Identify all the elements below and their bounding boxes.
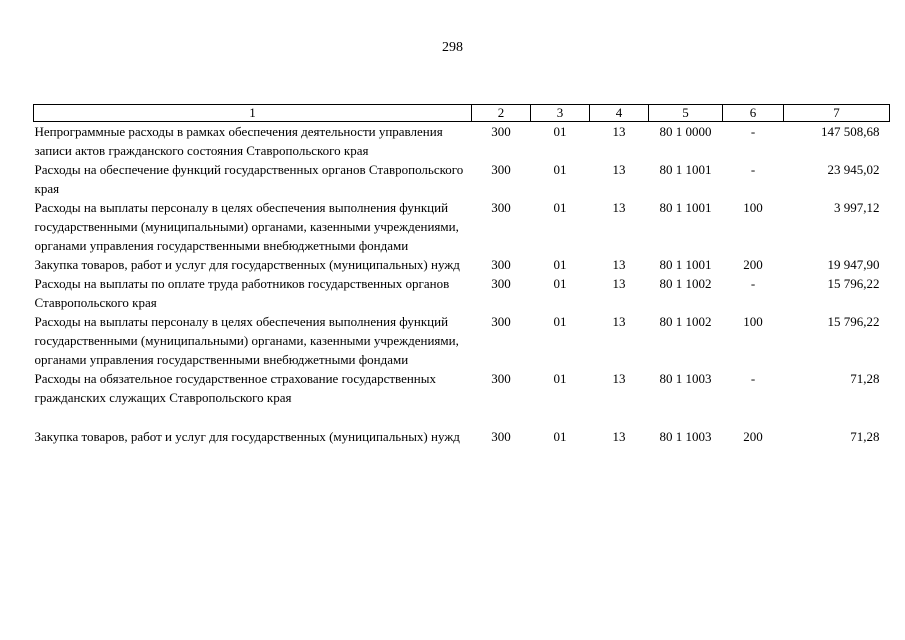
cell-code-5: 80 1 1001 [659,200,712,215]
column-header-1: 1 [34,105,472,122]
cell-code-2: 300 [491,200,511,215]
cell-code-3: 01 [553,162,567,177]
cell-code-4: 13 [612,200,626,215]
cell-code-3: 01 [553,257,567,272]
page-number: 298 [442,40,463,55]
cell-code-4: 13 [612,257,626,272]
cell-code-2: 300 [491,314,511,329]
budget-table-container [33,104,889,446]
expense-name: Закупка товаров, работ и услуг для государственных (муниципальных) нужд [34,429,460,444]
cell-code-6: 100 [743,200,763,215]
cell-code-5: 80 1 1002 [659,276,712,291]
cell-code-2: 300 [491,276,511,291]
cell-code-5: 80 1 1001 [659,257,712,272]
cell-code-3: 01 [553,371,567,386]
expense-name: Расходы на выплаты персоналу в целях обеспечения выполнения функций государственными (муниципальными) органами, казенными учреждениями, органами управления государственными внебюджетными фондами [34,200,459,253]
cell-amount: 3 997,12 [834,200,880,215]
table-row [34,160,890,198]
cell-code-2: 300 [491,429,511,444]
cell-amount: 71,28 [850,429,880,444]
column-header-5: 5 [649,105,723,122]
table-row [34,427,890,446]
cell-code-4: 13 [612,429,626,444]
cell-amount: 19 947,90 [827,257,880,272]
table-row [34,274,890,312]
table-row [34,369,890,427]
cell-code-6: 200 [743,257,763,272]
table-row [34,255,890,274]
cell-code-4: 13 [612,162,626,177]
cell-amount: 15 796,22 [827,314,880,329]
column-header-2: 2 [472,105,531,122]
expense-name: Расходы на выплаты по оплате труда работников государственных органов Ставропольского края [34,276,450,310]
column-header-3: 3 [531,105,590,122]
cell-code-4: 13 [612,276,626,291]
cell-code-5: 80 1 1003 [659,429,712,444]
column-number-header-row [34,105,890,122]
cell-amount: 23 945,02 [827,162,880,177]
cell-code-3: 01 [553,276,567,291]
cell-code-4: 13 [612,124,626,139]
cell-amount: 147 508,68 [821,124,880,139]
cell-code-2: 300 [491,124,511,139]
cell-code-3: 01 [553,124,567,139]
expense-name: Расходы на обязательное государственное страхование государственных гражданских служащих Ставропольского края [34,371,437,405]
cell-code-6: - [750,124,756,139]
cell-amount: 71,28 [850,371,880,386]
cell-code-3: 01 [553,429,567,444]
cell-code-2: 300 [491,371,511,386]
budget-table [33,104,890,446]
cell-code-4: 13 [612,371,626,386]
cell-code-5: 80 1 0000 [659,124,712,139]
cell-code-5: 80 1 1003 [659,371,712,386]
expense-name: Расходы на выплаты персоналу в целях обеспечения выполнения функций государственными (муниципальными) органами, казенными учреждениями, органами управления государственными внебюджетными фондами [34,314,459,367]
cell-code-6: - [750,162,756,177]
cell-amount: 15 796,22 [827,276,880,291]
table-row [34,312,890,369]
cell-code-2: 300 [491,257,511,272]
cell-code-6: 200 [743,429,763,444]
expense-name: Закупка товаров, работ и услуг для государственных (муниципальных) нужд [34,257,460,272]
cell-code-2: 300 [491,162,511,177]
cell-code-6: - [750,371,756,386]
cell-code-5: 80 1 1001 [659,162,712,177]
cell-code-3: 01 [553,314,567,329]
table-row [34,198,890,255]
table-row [34,122,890,161]
expense-name: Непрограммные расходы в рамках обеспечения деятельности управления записи актов гражданского состояния Ставропольского края [34,124,443,158]
cell-code-6: - [750,276,756,291]
cell-code-4: 13 [612,314,626,329]
cell-code-6: 100 [743,314,763,329]
column-header-6: 6 [723,105,784,122]
cell-code-3: 01 [553,200,567,215]
cell-code-5: 80 1 1002 [659,314,712,329]
expense-name: Расходы на обеспечение функций государственных органов Ставропольского края [34,162,464,196]
column-header-4: 4 [590,105,649,122]
column-header-7: 7 [784,105,890,122]
